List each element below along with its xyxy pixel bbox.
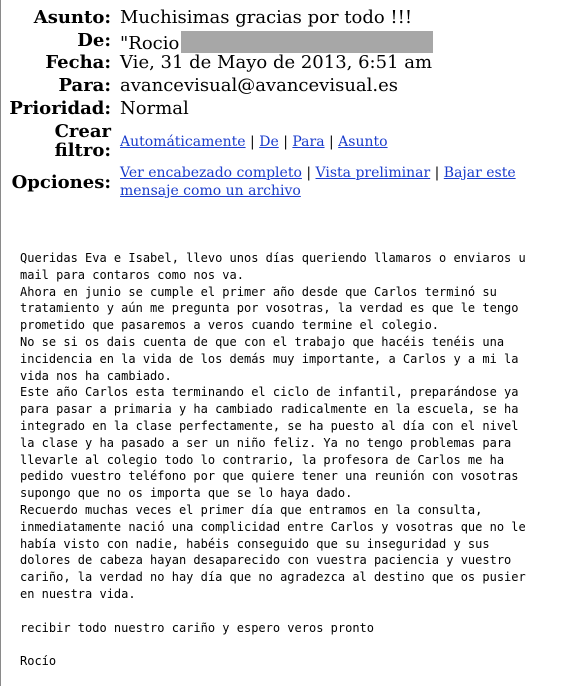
message-line: había visto con nadie, habéis conseguido que su inseguridad y sus <box>20 536 490 551</box>
filter-from-link[interactable]: De <box>259 134 279 150</box>
create-filter-label-line2: filtro: <box>54 140 111 161</box>
message-body <box>20 250 538 670</box>
from-label: De: <box>77 30 111 51</box>
message-line: tratamiento y aún me pregunta por vosotras, la verdad es que le tengo <box>20 301 519 316</box>
filter-subject-link[interactable]: Asunto <box>338 134 388 150</box>
message-line: Queridas Eva e Isabel, llevo unos días queriendo llamaros o enviaros u <box>20 251 526 265</box>
subject-value: Muchisimas gracias por todo !!! <box>120 7 413 28</box>
separator: | <box>306 165 312 181</box>
message-line: supongo que no os importa que se lo haya dado. <box>20 486 353 501</box>
message-line: en nuestra vida. <box>20 586 136 601</box>
message-line: No se si os dais cuenta de que con el trabajo que hacéis tenéis una <box>20 334 505 349</box>
message-line: Rocío <box>20 654 57 669</box>
options-links <box>120 164 540 200</box>
message-line: para pasar a primaria y ha cambiado radicalmente en la escuela, se ha <box>20 402 519 417</box>
filter-to-link[interactable]: Para <box>292 134 325 150</box>
redacted-sender-block <box>181 31 433 53</box>
separator: | <box>434 165 440 181</box>
create-filter-label <box>1 122 111 160</box>
from-value: "Rocio <box>120 33 180 54</box>
message-line: prometido que pasaremos a veros cuando termine el colegio. <box>20 318 440 333</box>
view-full-header-link[interactable]: Ver encabezado completo <box>120 165 302 181</box>
date-value: Vie, 31 de Mayo de 2013, 6:51 am <box>120 52 433 73</box>
priority-value: Normal <box>120 98 189 119</box>
subject-label: Asunto: <box>33 7 111 28</box>
message-line: inmediatamente nació una complicidad entre Carlos y vosotras que no le <box>20 519 526 534</box>
separator: | <box>329 134 334 150</box>
message-line: recibir todo nuestro cariño y espero veros pronto <box>20 620 375 635</box>
create-filter-links <box>120 133 388 151</box>
print-preview-link[interactable]: Vista preliminar <box>315 165 431 181</box>
message-line: mail para contaros como nos va. <box>20 267 244 282</box>
message-line: la clase y ha pasado a ser un niño feliz. Ya no tengo problemas para <box>20 435 512 450</box>
message-line: dolores de cabeza hayan desaparecido con vuestra paciencia y vuestro <box>20 553 512 568</box>
message-line: pedido vuestro teléfono por que quiere tener una reunión con vosotras <box>20 469 519 484</box>
options-label: Opciones: <box>11 172 111 193</box>
message-line: Ahora en junio se cumple el primer año desde que Carlos terminó su <box>20 284 497 299</box>
separator: | <box>283 134 288 150</box>
message-line: Recuerdo muchas veces el primer día que entramos en la consulta, <box>20 502 483 517</box>
message-line: llevarle al colegio todo lo contrario, la profesora de Carlos me ha <box>20 452 505 467</box>
message-line: cariño, la verdad no hay día que no agradezca al destino que os pusier <box>20 570 526 585</box>
message-line: integrado en la clase perfectamente, se ha puesto al día con el nivel <box>20 418 519 433</box>
download-message-link[interactable]: Bajar este mensaje como un archivo <box>120 165 516 199</box>
to-label: Para: <box>58 75 111 96</box>
from-row <box>120 31 433 54</box>
priority-label: Prioridad: <box>9 98 111 119</box>
filter-auto-link[interactable]: Automáticamente <box>120 134 246 150</box>
message-line: incidencia en la vida de los demás muy importante, a Carlos y a mi la <box>20 351 519 366</box>
message-line: vida nos ha cambiado. <box>20 368 172 383</box>
message-line: Este año Carlos esta terminando el ciclo de infantil, preparándose ya <box>20 385 519 400</box>
date-label: Fecha: <box>45 52 111 73</box>
create-filter-label-line1: Crear <box>54 121 111 142</box>
separator: | <box>250 134 255 150</box>
to-value: avancevisual@avancevisual.es <box>120 75 399 96</box>
